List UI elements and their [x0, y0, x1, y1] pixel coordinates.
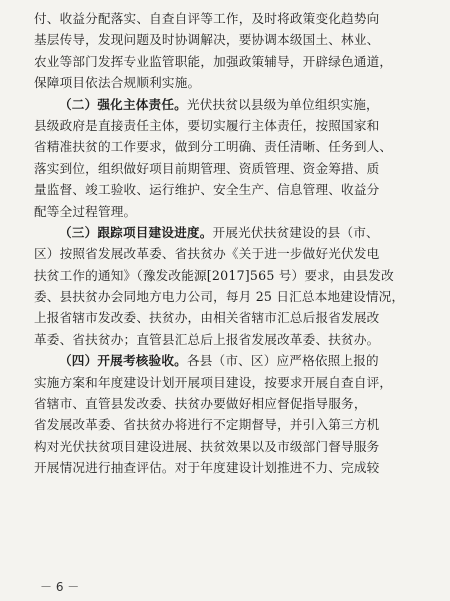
text-line: [34, 243, 424, 264]
text-line: [34, 72, 424, 93]
body-text: 量监督、竣工验收、运行维护、安全生产、信息管理、收益分: [34, 182, 380, 198]
text-line: [34, 436, 424, 457]
text-line: [34, 350, 424, 371]
text-line: [34, 179, 424, 200]
body-text: 开展光伏扶贫建设的县（市、: [212, 224, 379, 240]
text-line: [34, 29, 424, 50]
body-text: 构对光伏扶贫项目建设进展、扶贫效果以及市级部门督导服务: [34, 438, 380, 454]
text-line: [34, 136, 424, 157]
body-text: 县级政府是直接责任主体，要切实履行主体责任，按照国家和: [34, 117, 380, 133]
text-line: [34, 158, 424, 179]
body-text: 上报省辖市发改委、扶贫办，由相关省辖市汇总后报省发展改: [34, 310, 380, 326]
body-text: 光伏扶贫以县级为单位组织实施，: [186, 96, 379, 112]
text-line: [34, 372, 424, 393]
section-heading: （四）开展考核验收。: [59, 353, 187, 369]
text-line: [34, 457, 424, 478]
text-line: [34, 393, 424, 414]
text-line: [34, 201, 424, 222]
section-heading: （二）强化主体责任。: [59, 96, 187, 112]
body-text: 付、收益分配落实、自查自评等工作，及时将政策变化趋势向: [34, 11, 380, 26]
body-text: 农业等部门发挥专业监管职能，加强政策辅导，开辟绿色通道，: [34, 53, 393, 69]
body-text: 保障项目依法合规顺利实施。: [34, 75, 201, 91]
body-text: 省发展改革委、省扶贫办将进行不定期督导，并引入第三方机: [34, 417, 380, 433]
body-text: 落实到位，组织做好项目前期管理、资质管理、资金筹措、质: [34, 160, 380, 176]
body-text: 区）按照省发展改革委、省扶贫办《关于进一步做好光伏发电: [34, 246, 380, 262]
text-line: [34, 286, 424, 307]
body-text: 开展情况进行抽查评估。对于年度建设计划推进不力、完成较: [34, 460, 380, 476]
document-body: [34, 8, 424, 479]
body-text: 省精准扶贫的工作要求，做到分工明确、责任清晰、任务到人、: [34, 139, 393, 155]
body-text: 革委、省扶贫办；直管县汇总后上报省发展改革委、扶贫办。: [34, 331, 380, 347]
text-line: [34, 8, 424, 29]
body-text: 配等全过程管理。: [34, 203, 137, 219]
page-number: － 6 －: [40, 580, 80, 594]
body-text: 省辖市、直管县发改委、扶贫办要做好相应督促指导服务，: [34, 396, 367, 412]
body-text: 委、县扶贫办会同地方电力公司，每月 25 日汇总本地建设情况，: [34, 289, 405, 305]
text-line: [34, 265, 424, 286]
body-text: 实施方案和年度建设计划开展项目建设，按要求开展自查自评，: [34, 374, 393, 390]
text-line: [34, 329, 424, 350]
text-line: [34, 222, 424, 243]
body-text: 基层传导，发现问题及时协调解决，要协调本级国土、林业、: [34, 32, 380, 48]
text-line: [34, 94, 424, 115]
text-line: [34, 115, 424, 136]
body-text: 扶贫工作的通知》（豫发改能源[2017]565 号）要求，由县发改: [34, 267, 394, 283]
section-heading: （三）跟踪项目建设进度。: [59, 224, 213, 240]
text-line: [34, 51, 424, 72]
text-line: [34, 307, 424, 328]
text-line: [34, 414, 424, 435]
body-text: 各县（市、区）应严格依照上报的: [186, 353, 379, 369]
